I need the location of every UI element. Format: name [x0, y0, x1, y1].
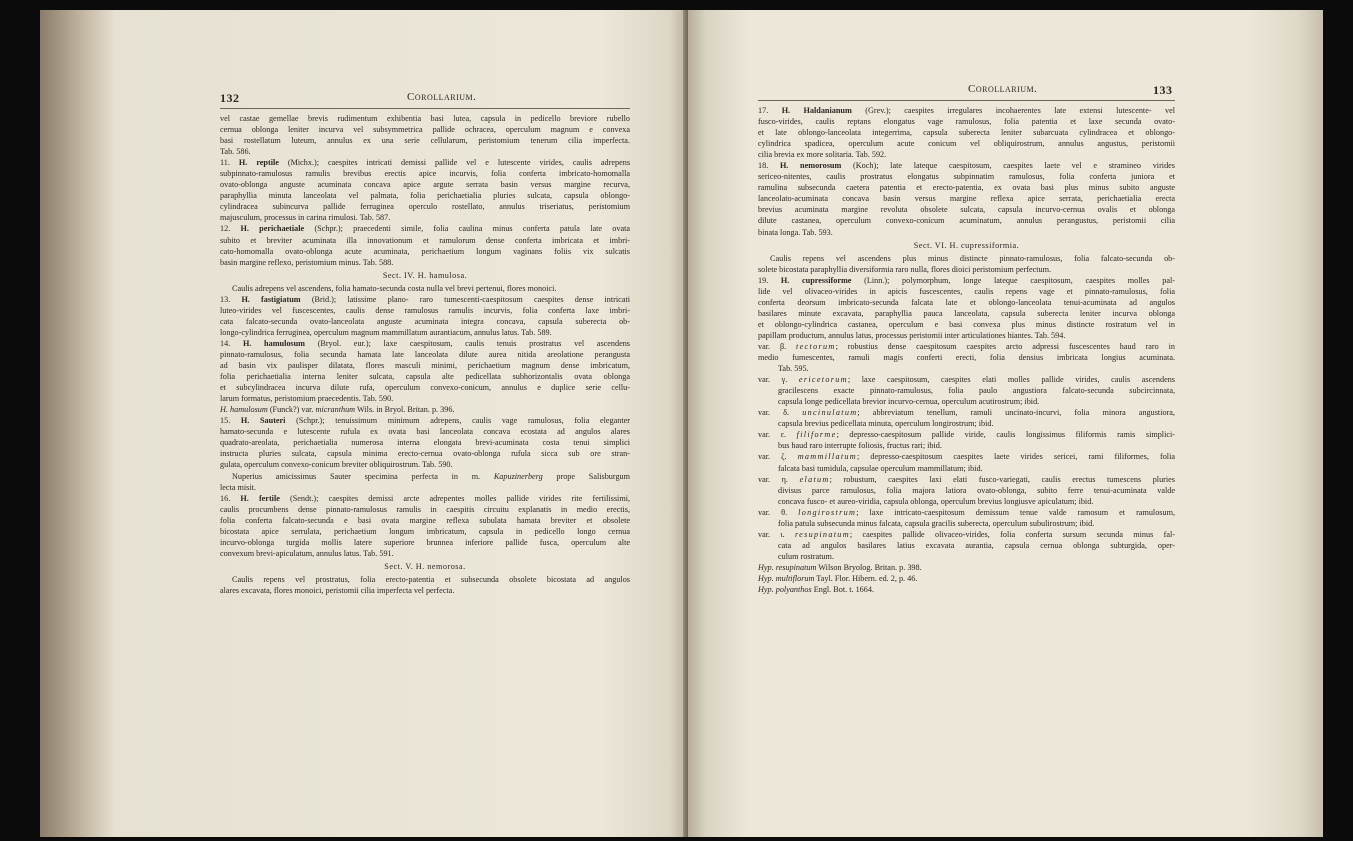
- text-line: subito et breviter acuminata illa innovationum et ramulorum dense conferta imbricata et imbri-: [220, 235, 630, 245]
- text-line: cata falcato-secunda ovato-lanceolata anguste acuminata integra concava, capsula suberecta ob-: [220, 316, 630, 326]
- text-line: gulata, operculum convexo-conicum breviter obliquirostrum. Tab. 590.: [220, 460, 453, 470]
- text-line: 11. H. reptile (Michx.); caespites intricati demissi pallide vel e lutescente virides, caulis adrepens: [220, 158, 631, 168]
- text-line: Hyp. polyanthos Engl. Bot. t. 1664.: [758, 585, 874, 595]
- text-line: ovato-oblonga anguste acuminata concava apice argute serrata basin versus margine recurva,: [220, 180, 630, 190]
- text-line: quadrato-areolata, perichaetialia numerosa interna elongata brevi-acuminata costa tenui simplici: [220, 438, 630, 448]
- text-line: 17. H. Haldanianum (Grev.); caespites irregulares incohaerentes late extensi lutescente- vel: [758, 106, 1176, 115]
- text-line: pinnato-ramulosus, folia secunda hamata late lanceolata dilute aurea nitida areolatione perangusta: [220, 349, 630, 359]
- text-line: dilute castanea, operculum convexo-conicum acuminatum, annulus perangustus, peristomii cilia: [758, 216, 1175, 226]
- text-line: capsula brevius pedicellata minuta, operculum longirostrum; ibid.: [778, 419, 994, 429]
- text-line: papillam productum, annulus latus, processus peristomii inter articulationes hiantes. Tab. 594.: [758, 330, 1066, 340]
- text-line: cylindracea subincurva pallide ferruginea operculo rostellato, annulus triseriatus, peristomium: [220, 202, 630, 212]
- text-line: Nuperius amicissimus Sauter specimina perfecta in m. Kapuzinerberg prope Salisburgum: [232, 471, 631, 481]
- text-line: brevius acuminata margine revoluta obsolete sulcata, capsula incurvo-cernua ovalis et oblonga: [758, 205, 1175, 215]
- text-line: 13. H. fastigiatum (Brid.); latissime plano- raro tumescenti-caespitosum caespites dense intricati: [220, 294, 630, 304]
- text-line: bicostata apice serrulata, perichaetium longum imbricatum, capsula in pedicello longo cernua: [220, 526, 630, 536]
- text-line: cernua oblonga leniter incurva vel subsymmetrica pallide ochracea, operculum magnum e convexa: [220, 125, 630, 135]
- text-line: divisus parce ramulosus, folia majora latiora ovato-oblonga, subito ferre tenui-acuminata valde: [778, 485, 1175, 495]
- text-line: cato-homomalla ovato-oblonga acute acuminata, perichaetium longum vaginans foliis vix sulcatis: [220, 246, 630, 256]
- text-line: solete bicostata paraphyllia diversiformia raro nulla, flores dioici peristomium perfectum.: [758, 264, 1052, 274]
- text-line: culum rostratum.: [778, 551, 834, 561]
- left-head-rule: [220, 108, 630, 109]
- text-line: caulis procumbens dense pinnato-ramulosus ramulis in caespitis circuitu explanatis in medio erectis,: [220, 504, 630, 514]
- section-heading: Sect. VI. H. cupressiformia.: [913, 240, 1020, 250]
- text-line: lide vel olivaceo-virides in apicis fuscescentes, caulis repens vage et pinnato-ramulosus, folia: [758, 286, 1175, 296]
- text-line: Caulis repens vel prostratus, folia erecto-patentia et subsecunda obsolete bicostata ad angulos: [232, 574, 630, 584]
- text-line: basi rostellatum luteum, annulus ex una serie cellularum, peristomium tenerum cilia imperfecta.: [220, 136, 630, 146]
- text-line: Tab. 595.: [778, 364, 809, 374]
- text-line: cylindrica spadicea, operculum acute conicum vel obliquirostrum, annulus angustus, peristomii: [758, 139, 1175, 149]
- text-line: alares excavata, flores monoici, peristomii cilia imperfecta vel perfecta.: [220, 585, 455, 595]
- text-line: Caulis repens vel ascendens plus minus distincte pinnato-ramulosus, folia falcato-secunda ob-: [770, 253, 1175, 263]
- text-line: majusculum, processus in carina rimulosi. Tab. 587.: [220, 213, 391, 223]
- text-line: 18. H. nemorosum (Koch); late lateque caespitosum, caespites laete vel e stramineo virides: [758, 161, 1175, 171]
- text-line: instructa pluries sulcata, capsula minima erecto-cernua ovato-oblonga rufula sicca sub ore stran-: [220, 449, 630, 459]
- text-line: folia patula subsecunda minus falcata, capsula gracilis suberecta, operculum subulirostrum; ibid.: [778, 518, 1095, 528]
- right-head-rule: [758, 100, 1175, 101]
- text-line: basin margine reflexo, peristomium minus. Tab. 588.: [220, 257, 394, 267]
- text-line: luteo-virides vel fuscescentes, caulis dense ramulosus ramulis incurvis, folia conferta laxe imbri-: [220, 305, 630, 315]
- text-line: cilia brevia ex more solitaria. Tab. 592.: [758, 150, 887, 160]
- left-page: [40, 10, 688, 837]
- text-line: Hyp. multiflorum Tayl. Flor. Hibern. ed. 2, p. 46.: [758, 573, 918, 583]
- text-line: binata longa. Tab. 593.: [758, 227, 833, 237]
- text-line: basilares minute excavata, paraphyllia pauca lanceolata, capsula suberecta leniter incurva oblonga: [758, 308, 1175, 318]
- text-line: var. β. tectorum; robustius dense caespitosum caespites arcto adpressi fuscescentes haud raro in: [758, 341, 1175, 351]
- text-line: et late oblongo-lanceolata integerrima, capsula suberecta leniter subarcuata cylindracea et oblongo-: [758, 128, 1175, 138]
- text-line: concava fusco- et aureo-viridia, capsula oblonga, operculum brevius longiusve apiculatum; ibid.: [778, 496, 1094, 506]
- text-line: longo-cylindrica ferruginea, operculum magnum mammillatum aurantiacum, annulus latus. Tab. 589.: [220, 327, 552, 337]
- book-spread: [40, 10, 1323, 837]
- text-line: falcata basi tumidula, capsulae operculum mammillatum; ibid.: [778, 463, 983, 473]
- right-running-head: Corollarium.: [968, 83, 1038, 95]
- left-running-head: Corollarium.: [407, 91, 477, 103]
- text-line: folia conferta falcato-secunda e basi ovata margine reflexa subulata hamata breviter et obsolete: [220, 515, 630, 525]
- text-line: 16. H. fertile (Sendt.); caespites demissi arcte adrepentes molles pallide virides rite fertilissimi,: [220, 493, 631, 503]
- text-line: 12. H. perichaetiale (Schpr.); praecedenti simile, folia caulina minus conferta patula late ovata: [220, 224, 630, 234]
- text-line: et subcylindracea incurva dilute rufa, operculum convexo-conicum, annulus e duplice serie cellu-: [220, 383, 630, 393]
- text-line: incurvo-oblonga turgida mollis latere superiore brunnea inferiore pallide fusca, operculum alte: [220, 537, 630, 547]
- text-line: gracilescens exacte pinnato-ramulosus, folia paulo angustiora falcato-secunda subcircinnata,: [778, 386, 1175, 396]
- text-line: 14. H. hamulosum (Bryol. eur.); laxe caespitosum, caulis tenuis prostratus vel ascendens: [220, 338, 630, 348]
- text-line: H. hamulosum (Funck?) var. micranthum Wils. in Bryol. Britan. p. 396.: [220, 405, 455, 415]
- text-line: lanceolato-acuminata concava basin versus margine reflexa apice serrata, perichaetialia erecta: [758, 194, 1175, 204]
- text-line: Tab. 586.: [220, 147, 251, 157]
- text-line: ad basin vix paulisper dilatata, flores masculi minimi, perichaetium magnum dense imbricatum,: [220, 361, 630, 371]
- text-line: sericeo-nitentes, caulis prostratus elongatus subpinnatim ramulosus, folia conferta juniora et: [758, 172, 1175, 182]
- text-line: var. δ. uncinulatum; abbreviatum tenellum, ramuli uncinato-incurvi, folia minora angustiora,: [758, 408, 1175, 418]
- right-page: [688, 10, 1323, 837]
- section-heading: Sect. IV. H. hamulosa.: [382, 270, 468, 280]
- text-line: var. θ. longirostrum; laxe intricato-caespitosum demissum tenue valde ramosum et ramulosum,: [758, 507, 1175, 517]
- text-line: var. γ. ericetorum; laxe caespitosum, caespites elati molles pallide virides, caulis ascendens: [758, 375, 1175, 385]
- left-page-text: [220, 113, 630, 596]
- text-line: capsula longe pedicellata brevior incurvo-cernua, operculum acutirostrum; ibid.: [778, 397, 1040, 407]
- text-line: et oblongo-cylindrica castanea, operculum e basi convexa plus minus distincte rostratum vel in: [758, 319, 1175, 329]
- text-line: cata ad angulos basilares latius excavata aurantia, capsula cernua oblonga subturgida, oper-: [778, 540, 1175, 550]
- right-page-number: 133: [1153, 83, 1173, 97]
- text-line: var. η. elatum; robustum, caespites laxi elati fusco-variegati, caulis erectus tumescens pluries: [758, 474, 1175, 484]
- text-line: ramulina subsecunda caetera patentia et erecto-patentia, ex ovata basi plus minus subito anguste: [758, 183, 1175, 193]
- text-line: larum formatus, peristomium praecedentis. Tab. 590.: [220, 394, 394, 404]
- text-line: 19. H. cupressiforme (Linn.); polymorphum, longe lateque caespitosum, caespites molles pal-: [758, 275, 1175, 285]
- text-line: Caulis adrepens vel ascendens, folia hamato-secunda costa nulla vel brevi pertenui, flores monoici.: [232, 283, 557, 293]
- text-line: paraphyllia minuta lanceolata vel palmata, folia perichaetialia pluries sulcata, capsula oblongo-: [220, 191, 630, 201]
- text-line: var. ζ. mammillatum; depresso-caespitosum caespites laete virides sericei, rami filiformes, folia: [758, 452, 1175, 462]
- text-line: 15. H. Sauteri (Schpr.); tenuissimum minimum adrepens, caulis vage ramulosus, folia eleganter: [220, 416, 630, 426]
- text-line: convexum brevi-apiculatum, annulus latus. Tab. 591.: [220, 548, 394, 558]
- left-page-number: 132: [220, 91, 240, 105]
- text-line: conferta deorsum imbricato-secunda falcata late et oblongo-lanceolata tenui-acuminata ad angulos: [758, 297, 1175, 307]
- text-line: var. ι. resupinatum; caespites pallide olivaceo-virides, folia conferta sursum secunda minus fal-: [758, 529, 1175, 539]
- text-line: lecta misit.: [220, 482, 256, 492]
- text-line: medio fumescentes, ramuli magis conferti erecti, folia densius imbricata longius acuminata.: [758, 353, 1175, 363]
- text-line: hamato-secunda e lutescente rufula ex ovata basi lanceolata concava ecostata ad angulos alares: [220, 427, 630, 437]
- right-page-text: [758, 105, 1175, 595]
- text-line: subpinnato-ramulosus ramulis brevibus erectis apice incurvis, folia conferta imbricato-homomalla: [220, 169, 630, 179]
- text-line: fusco-virides, caulis reptans elongatus vage ramulosus, folia patentia et laxe secunda ovato-: [758, 117, 1175, 127]
- text-line: folia perichaetialia interna leniter sulcata, capsula alte pedicellata subhorizontalis ovata oblonga: [220, 372, 630, 382]
- section-heading: Sect. V. H. nemorosa.: [384, 561, 466, 571]
- text-line: vel castae gemellae brevis rudimentum exhibentia basi lutea, capsula in pedicello breviore rubello: [220, 114, 630, 123]
- text-line: var. ε. filiforme; depresso-caespitosum pallide viride, caulis longissimus filiformis ramis simplici-: [758, 430, 1175, 440]
- text-line: bus haud raro interrupte foliosis, fructus rari; ibid.: [778, 441, 942, 451]
- text-line: Hyp. resupinatum Wilson Bryolog. Britan. p. 398.: [758, 562, 922, 572]
